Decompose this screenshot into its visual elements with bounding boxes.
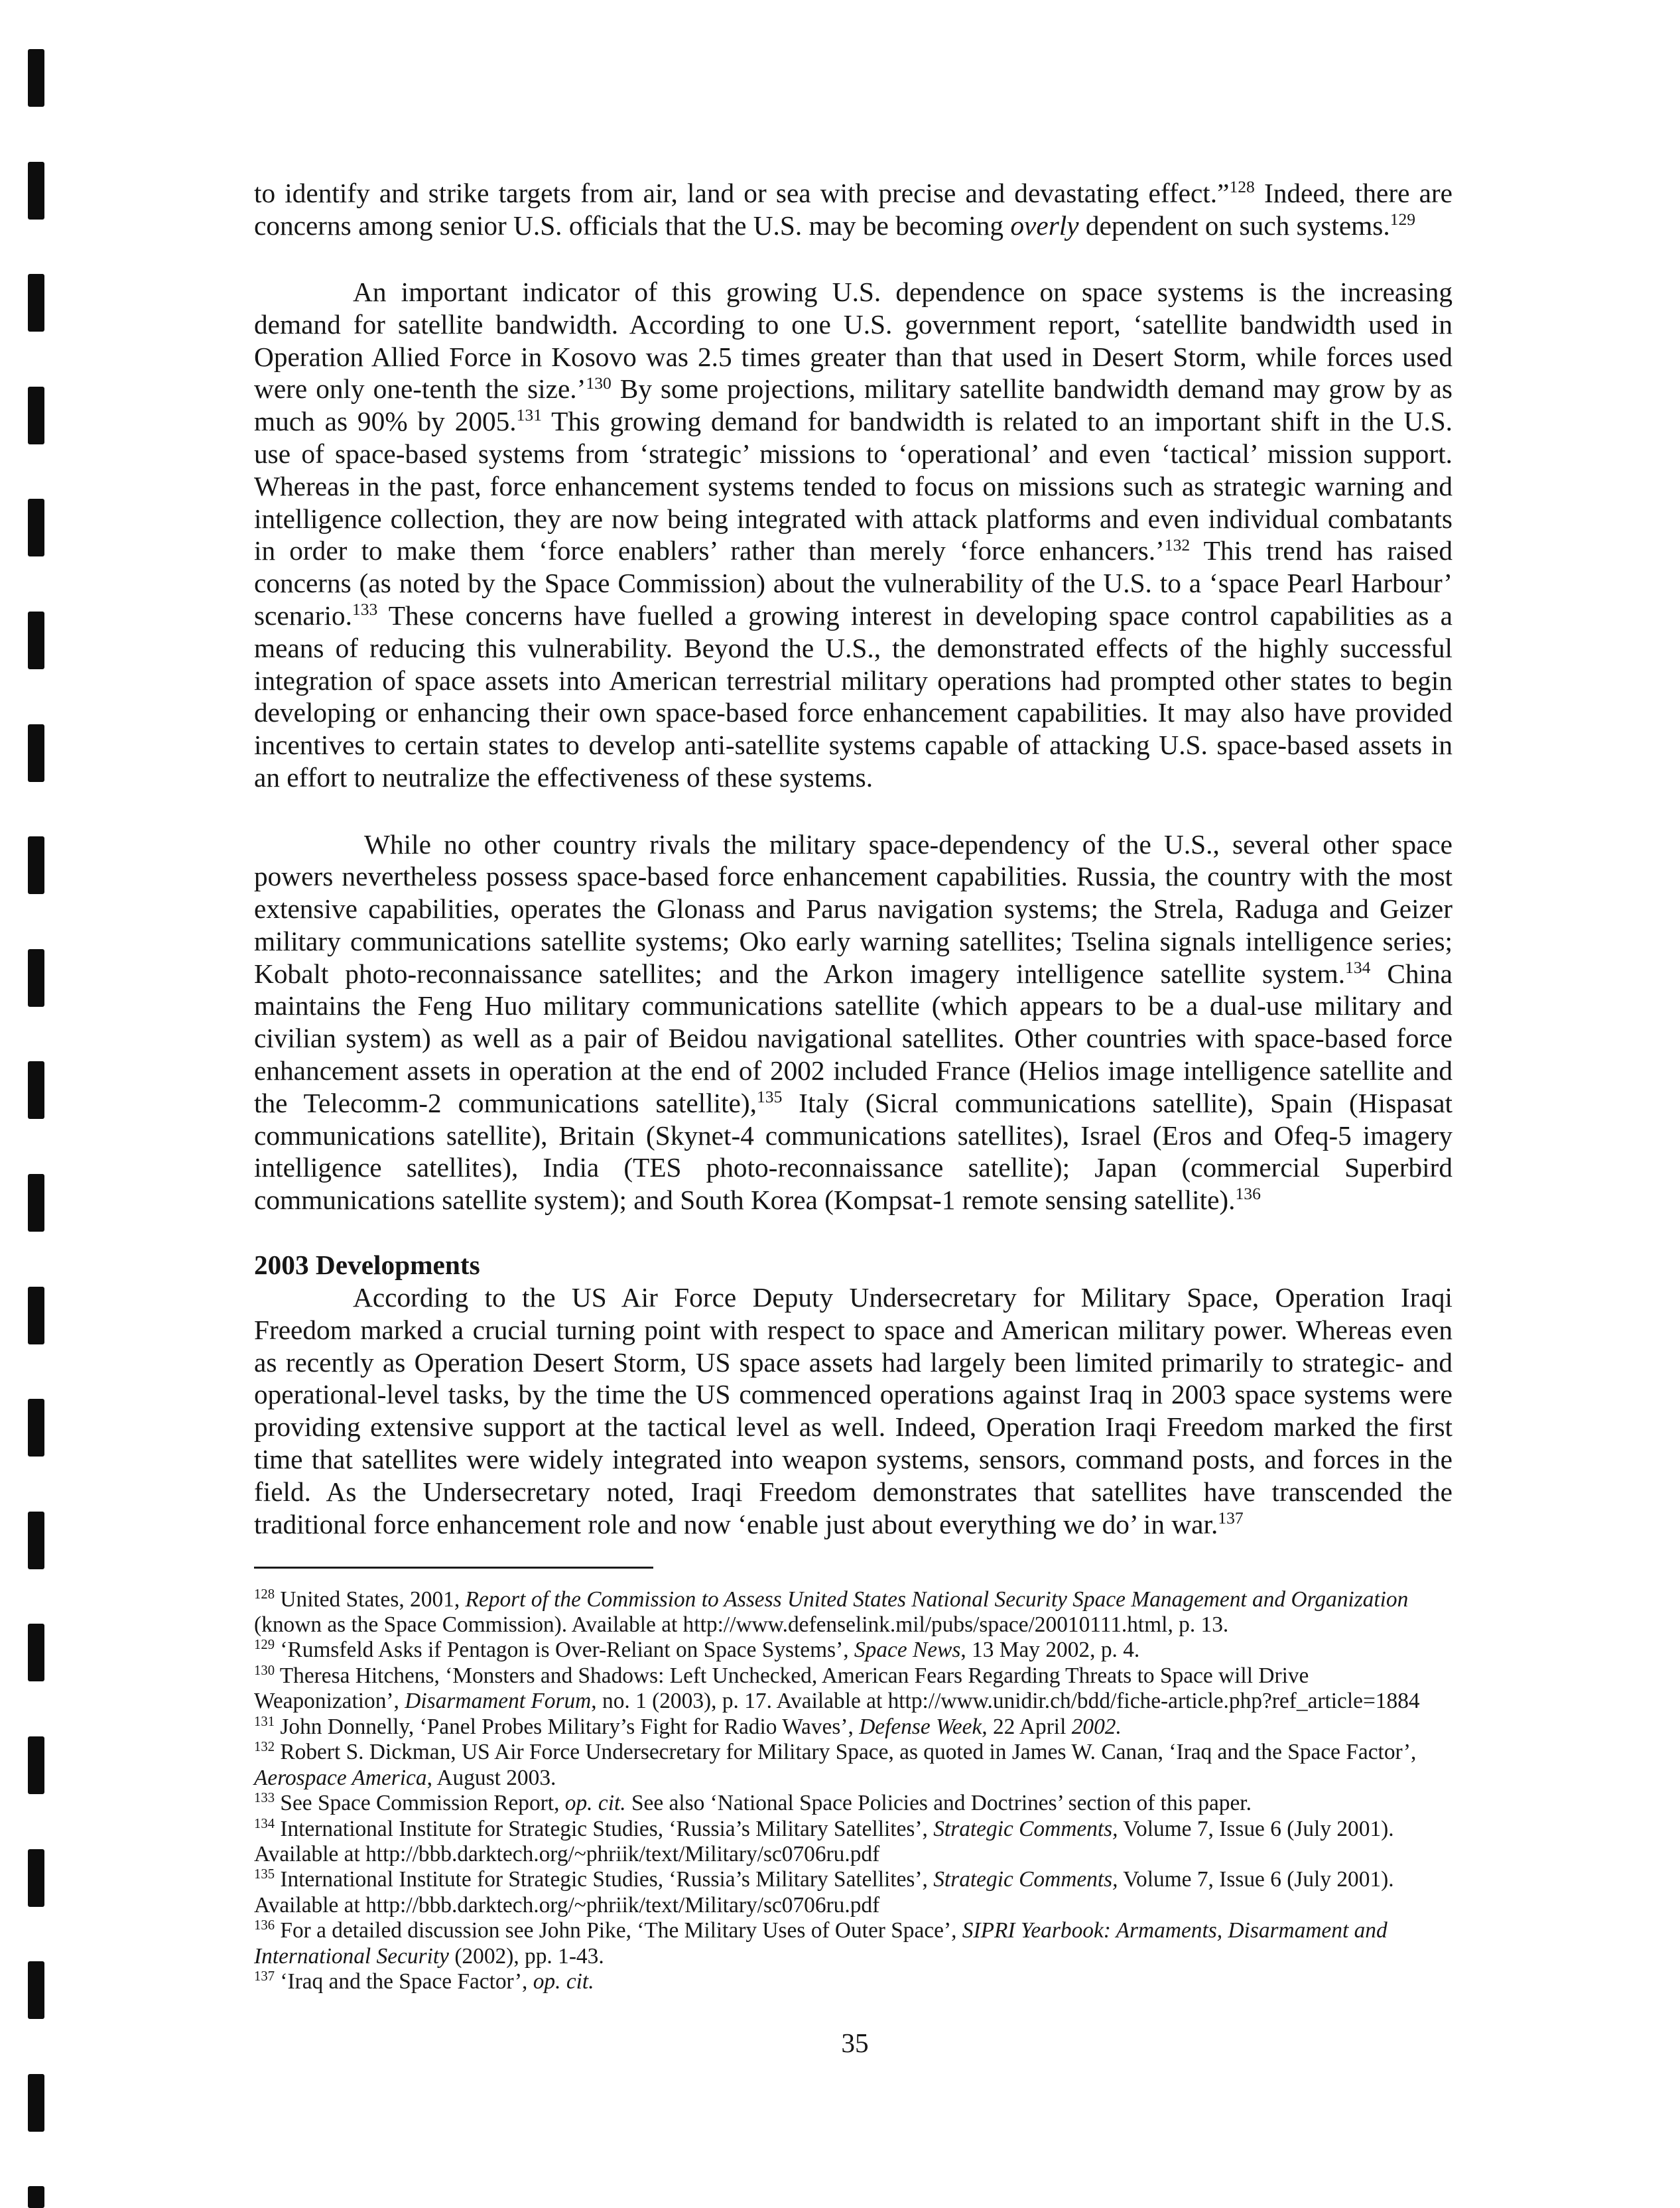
footnote [254, 1867, 1420, 1918]
italic-text: op. cit. [564, 1791, 626, 1816]
text-run: Kobalt photo-reconnaissance satellites; and the Arkon imagery intelligence satellite system. [254, 958, 1346, 989]
text-run: See Space Commission Report, [275, 1791, 565, 1816]
body-paragraph [254, 828, 1453, 1217]
italic-text: SIPRI Yearbook: Armaments, Disarmament and [962, 1918, 1388, 1943]
footnote-reference: 131 [516, 405, 543, 425]
italic-text: Defense Week, [859, 1714, 988, 1739]
text-run: For a detailed discussion see John Pike, ‘The Military Uses of Outer Space’, [275, 1918, 962, 1943]
italic-text: Strategic Comments, [933, 1816, 1118, 1841]
text-run: to identify and strike targets from air, land or sea with precise and devastating effect.” [254, 178, 1230, 208]
footnote-line [254, 1867, 1420, 1892]
scan-binding-mark [28, 274, 44, 332]
text-line [254, 1508, 1453, 1541]
text-line [254, 177, 1453, 210]
text-run: International Institute for Strategic Studies, ‘Russia’s Military Satellites’, [275, 1867, 934, 1892]
text-line [254, 405, 1453, 438]
text-run: an effort to neutralize the effectiveness of these systems. [254, 761, 873, 793]
text-line [254, 503, 1453, 535]
scan-binding-mark [28, 1399, 44, 1457]
text-run: communications satellite system); and South Korea (Kompsat-1 remote sensing satellite). [254, 1185, 1236, 1216]
text-run: extensive capabilities, operates the Glonass and Parus navigation systems; the Strela, Raduga and Geizer [254, 893, 1453, 925]
text-line [254, 1022, 1453, 1055]
scan-binding-mark [28, 1624, 44, 1681]
text-line [254, 1476, 1453, 1508]
scan-binding-mark [28, 1287, 44, 1344]
text-run: use of space-based systems from ‘strategic’ missions to ‘operational’ and even ‘tactical’ mission support. [254, 438, 1453, 469]
footnote-reference: 129 [1389, 209, 1416, 229]
scan-binding-mark [28, 949, 44, 1007]
text-line [254, 1151, 1453, 1184]
text-line [254, 1087, 1453, 1120]
scan-binding-mark [28, 1174, 44, 1232]
footnote-line [254, 1766, 1420, 1791]
text-run: demand for satellite bandwidth. According to one U.S. government report, ‘satellite bandwidth used in [254, 308, 1453, 340]
text-line [254, 308, 1453, 341]
footnote [254, 1715, 1420, 1740]
text-run: John Donnelly, ‘Panel Probes Military’s Fight for Radio Waves’, [275, 1714, 860, 1739]
text-run: means of reducing this vulnerability. Beyond the U.S., the demonstrated effects of the highly successful [254, 632, 1453, 663]
text-run: Available at http://bbb.darktech.org/~phriik/text/Military/sc0706ru.pdf [254, 1842, 880, 1867]
scan-binding-mark [28, 1849, 44, 1907]
scan-binding-mark [28, 1061, 44, 1119]
footnote [254, 1918, 1420, 1969]
footnote-reference: 130 [586, 373, 612, 393]
text-run: (known as the Space Commission). Available at http://www.defenselink.mil/pubs/space/20010111.html, p. 13. [254, 1612, 1229, 1637]
text-run: ‘Rumsfeld Asks if Pentagon is Over-Reliant on Space Systems’, [275, 1638, 854, 1663]
text-run: ‘Iraq and the Space Factor’, [275, 1969, 533, 1994]
text-run: Whereas in the past, force enhancement systems tended to focus on missions such as strategic warning and [254, 470, 1453, 501]
text-run: integration of space assets into American terrestrial military operations had prompted other states to begin [254, 665, 1453, 696]
text-line [254, 632, 1453, 665]
text-run: as recently as Operation Desert Storm, US space assets had largely been limited primarily to strategic- and [254, 1346, 1453, 1378]
body-paragraph [254, 1281, 1453, 1540]
text-run: scenario. [254, 600, 352, 631]
text-run: While no other country rivals the military space-dependency of the U.S., several other space [364, 828, 1453, 860]
footnote-number: 131 [254, 1714, 275, 1729]
text-run: developing or enhancing their own space-based force enhancement capabilities. It may also have provided [254, 697, 1453, 728]
footnote-line [254, 1740, 1420, 1765]
footnote-number: 135 [254, 1867, 275, 1882]
text-run: incentives to certain states to develop anti-satellite systems capable of attacking U.S. space-based assets in [254, 730, 1453, 761]
scan-binding-mark [28, 612, 44, 669]
footnote [254, 1791, 1420, 1816]
scan-binding-mark [28, 1736, 44, 1794]
text-run: By some projections, military satellite bandwidth demand may grow by as [611, 373, 1453, 405]
text-run: maintains the Feng Huo military communications satellite (which appears to be a dual-use military and [254, 990, 1453, 1021]
footnote-line [254, 1918, 1420, 1943]
text-run: dependent on such systems. [1078, 210, 1390, 241]
text-run: civilian system) as well as a pair of Beidou navigational satellites. Other countries with space-based force [254, 1023, 1453, 1054]
footnote-line [254, 1944, 1420, 1969]
text-line [254, 893, 1453, 925]
footnote-line [254, 1791, 1420, 1816]
text-run: field. As the Undersecretary noted, Iraqi Freedom demonstrates that satellites have transcended the [254, 1476, 1453, 1507]
scan-binding-mark [28, 387, 44, 444]
footnote-number: 128 [254, 1587, 275, 1602]
italic-text: International Security [254, 1943, 449, 1969]
italic-text: Disarmament Forum [405, 1689, 592, 1714]
text-line [254, 925, 1453, 958]
text-run: concerns among senior U.S. officials that the U.S. may be becoming [254, 210, 1011, 241]
italic-text: Space News [854, 1638, 961, 1663]
text-run: Theresa Hitchens, ‘Monsters and Shadows: Left Unchecked, American Fears Regarding Threats to Space will Drive [275, 1663, 1309, 1688]
text-run: This trend has raised [1190, 535, 1453, 566]
scan-binding-mark [28, 1512, 44, 1569]
scan-binding-mark [28, 2074, 44, 2132]
text-run: military communications satellite systems; Oko early warning satellites; Tselina signals intelligence series; [254, 925, 1453, 956]
footnote [254, 1740, 1420, 1791]
text-run: Weaponization’, [254, 1689, 405, 1714]
text-run: Operation Allied Force in Kosovo was 2.5 times greater than that used in Desert Storm, while forces used [254, 341, 1453, 372]
text-run: 22 April [987, 1714, 1072, 1739]
italic-text: 2002. [1071, 1714, 1122, 1739]
footnote-line [254, 1715, 1420, 1740]
text-line [254, 860, 1453, 893]
text-line [254, 1120, 1453, 1152]
text-line [254, 1281, 1453, 1314]
text-line [254, 1443, 1453, 1476]
body-paragraph [254, 177, 1453, 242]
text-line [254, 210, 1453, 242]
text-line [254, 828, 1453, 861]
footnote-number: 133 [254, 1791, 275, 1806]
text-line [254, 600, 1453, 632]
footnote-line [254, 1817, 1420, 1842]
text-run: Volume 7, Issue 6 (July 2001). [1118, 1867, 1394, 1892]
footnote-line [254, 1969, 1420, 1994]
body-paragraph [254, 276, 1453, 794]
footnote-line [254, 1893, 1420, 1918]
footnote [254, 1587, 1420, 1638]
scan-binding-mark [28, 499, 44, 556]
text-run: An important indicator of this growing U.S. dependence on space systems is the increasing [353, 277, 1453, 307]
text-run: , no. 1 (2003), p. 17. Available at http://www.unidir.ch/bdd/fiche-article.php?ref_article=1884 [591, 1689, 1420, 1714]
text-line [254, 1378, 1453, 1411]
text-line [254, 470, 1453, 503]
text-run: Indeed, there are [1254, 178, 1453, 208]
text-line [254, 696, 1453, 729]
text-run: Volume 7, Issue 6 (July 2001). [1118, 1816, 1394, 1841]
text-run: time that satellites were widely integrated into weapon systems, sensors, command posts, and forces in the [254, 1443, 1453, 1474]
footnote-line [254, 1587, 1420, 1612]
text-run: See also ‘National Space Policies and Doctrines’ section of this paper. [625, 1791, 1252, 1816]
footnote-number: 129 [254, 1638, 275, 1653]
footnote-reference: 135 [756, 1087, 783, 1107]
scan-binding-mark [28, 724, 44, 782]
text-run: , August 2003. [426, 1765, 556, 1790]
text-run: (2002), pp. 1-43. [448, 1943, 604, 1969]
text-run: communications satellite), Britain (Skynet-4 communications satellites), Israel (Eros and Ofeq-5 imagery [254, 1120, 1453, 1151]
text-run: United States, 2001, [275, 1587, 466, 1612]
text-line [254, 1055, 1453, 1087]
text-line [254, 990, 1453, 1022]
footnote [254, 1817, 1420, 1868]
footnote-line [254, 1612, 1420, 1638]
scan-binding-mark [28, 2186, 44, 2208]
text-line [254, 958, 1453, 990]
text-run: intelligence satellites), India (TES photo-reconnaissance satellite); Japan (commercial Superbird [254, 1152, 1453, 1183]
footnote-line [254, 1638, 1420, 1663]
text-run: Available at http://bbb.darktech.org/~phriik/text/Military/sc0706ru.pdf [254, 1892, 880, 1917]
text-run: providing extensive support at the tactical level as well. Indeed, Operation Iraqi Freedom marked the first [254, 1411, 1453, 1443]
footnote-number: 132 [254, 1740, 275, 1755]
text-run: powers nevertheless possess space-based force enhancement capabilities. Russia, the country with the most [254, 861, 1453, 892]
text-line [254, 729, 1453, 761]
text-line [254, 341, 1453, 373]
footnote-number: 137 [254, 1969, 275, 1984]
section-heading: 2003 Developments [254, 1250, 480, 1280]
text-run: International Institute for Strategic Studies, ‘Russia’s Military Satellites’, [275, 1816, 934, 1841]
footnote-number: 136 [254, 1918, 275, 1933]
italic-text: overly [1010, 210, 1079, 241]
text-run: Italy (Sicral communications satellite), Spain (Hispasat [782, 1087, 1453, 1118]
text-run: These concerns have fuelled a growing interest in developing space control capabilities as a [377, 600, 1453, 631]
footnote-reference: 132 [1164, 535, 1191, 554]
text-run: Robert S. Dickman, US Air Force Undersecretary for Military Space, as quoted in James W. Canan, ‘Iraq and the Space Factor’, [275, 1740, 1417, 1765]
text-run: This growing demand for bandwidth is related to an important shift in the U.S. [542, 406, 1453, 437]
footnote-line [254, 1663, 1420, 1689]
footnote-reference: 137 [1218, 1508, 1244, 1527]
text-line [254, 1314, 1453, 1346]
text-run: much as 90% by 2005. [254, 406, 517, 437]
footnote [254, 1638, 1420, 1663]
text-line [254, 761, 1453, 794]
scan-binding-mark [28, 49, 44, 107]
text-line [254, 535, 1453, 567]
text-line [254, 438, 1453, 470]
text-run: were only one-tenth the size.’ [254, 373, 586, 405]
footnote-line [254, 1689, 1420, 1714]
text-run: operational-level tasks, by the time the US commenced operations against Iraq in 2003 space systems were [254, 1379, 1453, 1410]
text-run: China [1370, 958, 1453, 989]
scan-binding-mark [28, 1961, 44, 2019]
footnote-reference: 134 [1345, 957, 1371, 977]
text-run: enhancement assets in operation at the end of 2002 included France (Helios image intelligence satellite and [254, 1055, 1453, 1086]
page-number: 35 [841, 2028, 869, 2058]
text-line [254, 276, 1453, 308]
footnote-reference: 128 [1229, 177, 1255, 197]
text-run: intelligence collection, they are now being integrated with attack platforms and even individual combatants [254, 503, 1453, 534]
text-line [254, 567, 1453, 600]
text-run: the Telecomm-2 communications satellite), [254, 1087, 757, 1118]
footnote-line [254, 1842, 1420, 1867]
text-run: in order to make them ‘force enablers’ rather than merely ‘force enhancers.’ [254, 535, 1165, 566]
text-run: According to the US Air Force Deputy Undersecretary for Military Space, Operation Iraqi [353, 1282, 1453, 1313]
scan-binding-mark [28, 162, 44, 220]
footnote-reference: 136 [1235, 1184, 1261, 1204]
text-line [254, 1346, 1453, 1379]
text-line [254, 1184, 1453, 1216]
italic-text: Report of the Commission to Assess United States National Security Space Management and Organization [465, 1587, 1409, 1612]
text-line [254, 1411, 1453, 1443]
text-run: Freedom marked a crucial turning point with respect to space and American military power. Whereas even [254, 1314, 1453, 1345]
footnotes [254, 1587, 1420, 1995]
scan-binding-mark [28, 836, 44, 894]
text-run: concerns (as noted by the Space Commission) about the vulnerability of the U.S. to a ‘space Pearl Harbour’ [254, 568, 1453, 599]
italic-text: Strategic Comments, [933, 1867, 1118, 1892]
footnote [254, 1969, 1420, 1994]
text-run: , 13 May 2002, p. 4. [960, 1638, 1140, 1663]
italic-text: Aerospace America [254, 1765, 427, 1790]
footnote-separator [254, 1567, 653, 1569]
text-line [254, 665, 1453, 697]
text-run: traditional force enhancement role and now ‘enable just about everything we do’ in war. [254, 1508, 1218, 1539]
footnote-number: 130 [254, 1663, 275, 1678]
italic-text: op. cit. [533, 1969, 594, 1994]
footnote-number: 134 [254, 1816, 275, 1831]
footnote-reference: 133 [352, 600, 378, 619]
text-line [254, 373, 1453, 405]
footnote [254, 1663, 1420, 1715]
